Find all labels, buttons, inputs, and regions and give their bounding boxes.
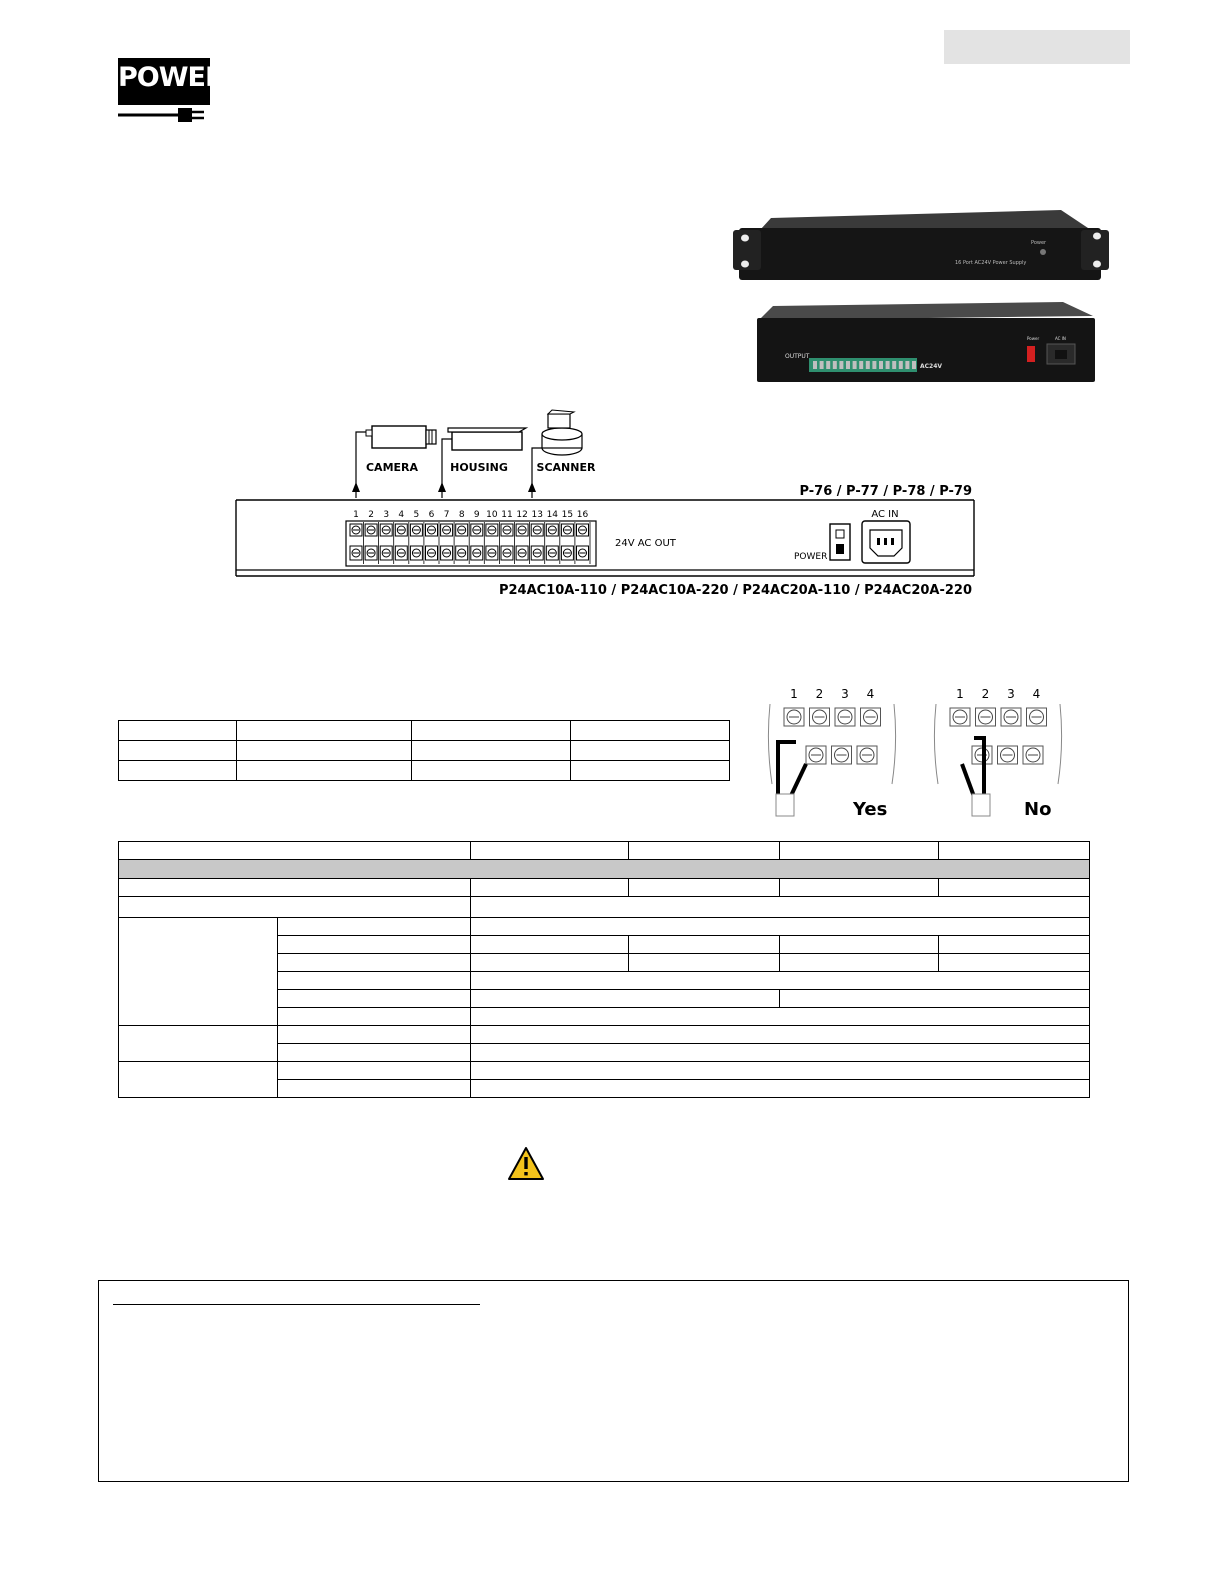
power-logo: [118, 58, 225, 124]
yes-label: Yes: [853, 799, 888, 820]
rear-ac-in-label: AC IN: [1055, 336, 1066, 341]
yesno-terminal-number: 3: [841, 687, 849, 701]
no-label: No: [1024, 799, 1052, 820]
table-row: [119, 842, 1090, 860]
rear-power-label: Power: [1027, 336, 1040, 341]
device-label-camera: CAMERA: [365, 461, 419, 474]
table-row: [119, 879, 1090, 897]
terminal-number: 16: [576, 510, 589, 520]
power-supply-rear-photo: [753, 300, 1098, 384]
power-switch: [830, 524, 850, 560]
terminal-number: 7: [443, 510, 450, 520]
table-row: [119, 1026, 1090, 1044]
power-supply-front-photo: [731, 200, 1112, 284]
table-row: [119, 918, 1090, 936]
model-table: [118, 720, 730, 781]
wiring-diagram: [234, 408, 976, 598]
rear-power-switch: [1027, 346, 1035, 362]
power-switch-label: POWER: [794, 552, 828, 562]
scanner-icon: [542, 410, 582, 455]
camera-icon: [366, 426, 436, 448]
terminal-number: 5: [413, 510, 420, 520]
terminal-number: 15: [561, 510, 574, 520]
terminal-number: 11: [501, 510, 513, 520]
warning-icon: [507, 1146, 545, 1182]
front-power-label: Power: [1031, 240, 1047, 246]
housing-icon: [448, 428, 526, 450]
yesno-terminal-number: 2: [815, 687, 824, 701]
terminal-number: 14: [546, 510, 559, 520]
ac-in-label: AC IN: [871, 509, 899, 520]
notice-heading-rule: [113, 1304, 480, 1305]
table-row: [119, 897, 1090, 918]
header-box: [944, 30, 1130, 64]
terminal-number: 2: [368, 510, 374, 520]
table-section-band: [119, 860, 1090, 879]
device-label-housing: HOUSING: [450, 461, 508, 474]
table-row: [119, 761, 730, 781]
terminal-number: 13: [531, 510, 543, 520]
terminal-number: 10: [486, 510, 498, 520]
yesno-terminal-number: 3: [1007, 687, 1015, 701]
table-row: [119, 741, 730, 761]
notice-box: [98, 1280, 1129, 1482]
terminal-number: 3: [383, 510, 390, 520]
terminal-number: 12: [516, 510, 528, 520]
model-label-bottom: P24AC10A-110 / P24AC10A-220 / P24AC20A-110 / P24AC20A-220: [498, 583, 972, 598]
yesno-terminal-number: 2: [981, 687, 990, 701]
wiring-incorrect-example: [934, 687, 1061, 816]
rear-ac-label: AC24V: [920, 363, 943, 370]
logo-text: POWER: [118, 62, 225, 93]
yesno-terminal-number: 4: [1032, 687, 1041, 701]
yesno-terminal-number: 1: [956, 687, 964, 701]
output-label: 24V AC OUT: [615, 538, 676, 549]
table-row: [119, 721, 730, 741]
terminal-number: 6: [428, 510, 435, 520]
front-model-label: 16 Port AC24V Power Supply: [955, 260, 1027, 266]
yesno-terminal-number: 1: [790, 687, 798, 701]
specifications-table: [118, 841, 1090, 1098]
wiring-yes-no-diagram: [766, 684, 1096, 824]
terminal-number: 8: [458, 510, 465, 520]
power-plug-icon: [118, 105, 210, 125]
table-row: [119, 1062, 1090, 1080]
wiring-correct-example: [768, 687, 895, 816]
device-label-scanner: SCANNER: [536, 461, 596, 474]
terminal-number: 9: [473, 510, 480, 520]
yesno-terminal-number: 4: [866, 687, 875, 701]
terminal-number: 1: [353, 510, 359, 520]
rear-output-label: OUTPUT: [785, 353, 810, 360]
terminal-number: 4: [398, 510, 405, 520]
model-label-top: P-76 / P-77 / P-78 / P-79: [799, 484, 972, 499]
